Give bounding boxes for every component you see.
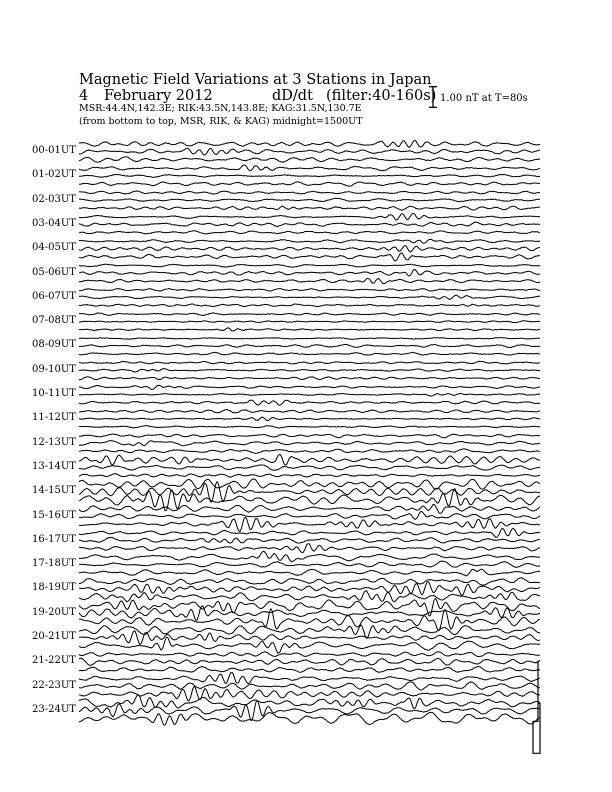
trace-rik xyxy=(79,344,540,347)
trace-rik xyxy=(79,246,540,252)
hour-label: 14-15UT xyxy=(32,485,76,497)
trace-rik xyxy=(79,441,540,446)
trace-msr xyxy=(79,449,540,454)
hour-label: 20-21UT xyxy=(32,631,76,642)
trace-msr xyxy=(79,426,540,429)
trace-kag xyxy=(79,337,540,339)
hour-label: 05-06UT xyxy=(32,266,76,278)
trace-msr xyxy=(79,206,540,210)
hour-label: 08-09UT xyxy=(32,339,76,351)
filter-label: (filter:40-160s) xyxy=(326,88,437,104)
hour-label: 02-03UT xyxy=(32,193,76,205)
trace-rik xyxy=(79,198,540,202)
trace-msr xyxy=(79,712,540,725)
hour-label: 18-19UT xyxy=(32,582,76,594)
trace-rik xyxy=(79,368,540,372)
hour-label: 04-05UT xyxy=(32,242,76,254)
trace-rik xyxy=(79,700,540,720)
trace-rik xyxy=(79,631,540,644)
hour-label: 19-20UT xyxy=(32,606,76,618)
hour-label: 09-10UT xyxy=(32,363,76,375)
hour-label: 10-11UT xyxy=(32,388,76,399)
trace-kag xyxy=(79,264,540,267)
trace-rik xyxy=(79,417,540,421)
trace-kag xyxy=(79,694,540,708)
scale-label: 1.00 nT at T=80s xyxy=(440,93,528,104)
trace-kag xyxy=(79,239,540,243)
trace-msr xyxy=(79,474,540,477)
trace-msr xyxy=(79,182,540,187)
trace-kag xyxy=(79,140,540,147)
trace-kag xyxy=(79,454,540,465)
date-month-year: February 2012 xyxy=(104,88,213,104)
chart-title: Magnetic Field Variations at 3 Stations in Japan xyxy=(79,72,432,88)
trace-rik xyxy=(79,222,540,227)
hour-label: 22-23UT xyxy=(32,679,76,691)
trace-kag xyxy=(79,528,540,537)
hour-label: 06-07UT xyxy=(32,290,76,302)
hour-label: 03-04UT xyxy=(32,217,76,229)
trace-kag xyxy=(79,652,540,657)
trace-msr xyxy=(79,569,540,576)
hour-label: 16-17UT xyxy=(32,533,76,545)
trace-msr xyxy=(79,231,540,234)
hour-label: 07-08UT xyxy=(32,315,76,327)
trace-msr xyxy=(79,517,540,531)
trace-kag xyxy=(79,434,540,438)
trace-kag xyxy=(79,214,540,221)
trace-rik xyxy=(79,148,540,155)
trace-msr xyxy=(79,591,540,602)
trace-kag xyxy=(79,551,540,561)
hour-label: 12-13UT xyxy=(32,436,76,448)
trace-kag xyxy=(79,410,540,413)
trace-msr xyxy=(79,400,540,405)
spike-trace xyxy=(533,661,540,753)
trace-rik xyxy=(79,465,540,470)
hour-label: 23-24UT xyxy=(32,703,76,715)
trace-rik xyxy=(79,606,540,620)
hour-label: 17-18UT xyxy=(32,558,76,570)
trace-msr xyxy=(79,352,540,355)
stations-info: MSR:44.4N,142.3E; RIK:43.5N,143.8E; KAG:31.5N,130.7E xyxy=(79,103,362,114)
trace-rik xyxy=(79,393,540,396)
trace-kag xyxy=(79,361,540,364)
trace-kag xyxy=(79,313,540,316)
trace-rik xyxy=(79,561,540,567)
hour-label: 13-14UT xyxy=(32,460,76,472)
trace-rik xyxy=(79,511,540,519)
date-day: 4 xyxy=(79,88,89,104)
trace-rik xyxy=(79,295,540,299)
hour-label: 15-16UT xyxy=(32,509,76,521)
trace-msr xyxy=(79,304,540,307)
hour-label: 21-22UT xyxy=(32,655,76,667)
trace-rik xyxy=(79,174,540,177)
trace-msr xyxy=(79,253,540,261)
trace-kag xyxy=(79,288,540,291)
trace-msr xyxy=(79,544,540,553)
trace-kag xyxy=(79,191,540,194)
trace-kag xyxy=(79,504,540,513)
trace-kag xyxy=(79,385,540,389)
trace-msr xyxy=(79,279,540,284)
trace-msr xyxy=(79,157,540,162)
trace-kag xyxy=(79,479,540,489)
trace-kag xyxy=(79,165,540,171)
trace-rik xyxy=(79,537,540,543)
trace-msr xyxy=(79,377,540,380)
trace-rik xyxy=(79,269,540,276)
order-info: (from bottom to top, MSR, RIK, & KAG) midnight=1500UT xyxy=(79,116,363,127)
trace-kag xyxy=(79,625,540,639)
trace-msr xyxy=(79,637,540,653)
trace-msr xyxy=(79,328,540,331)
trace-kag xyxy=(79,578,540,586)
hour-label: 00-01UT xyxy=(32,145,76,156)
trace-msr xyxy=(79,609,540,631)
trace-rik xyxy=(79,658,540,665)
trace-msr xyxy=(79,666,540,672)
quantity-label: dD/dt xyxy=(272,88,313,104)
hour-label: 11-12UT xyxy=(32,412,76,424)
trace-rik xyxy=(79,682,540,690)
trace-rik xyxy=(79,321,540,323)
hour-label: 01-02UT xyxy=(32,169,76,181)
